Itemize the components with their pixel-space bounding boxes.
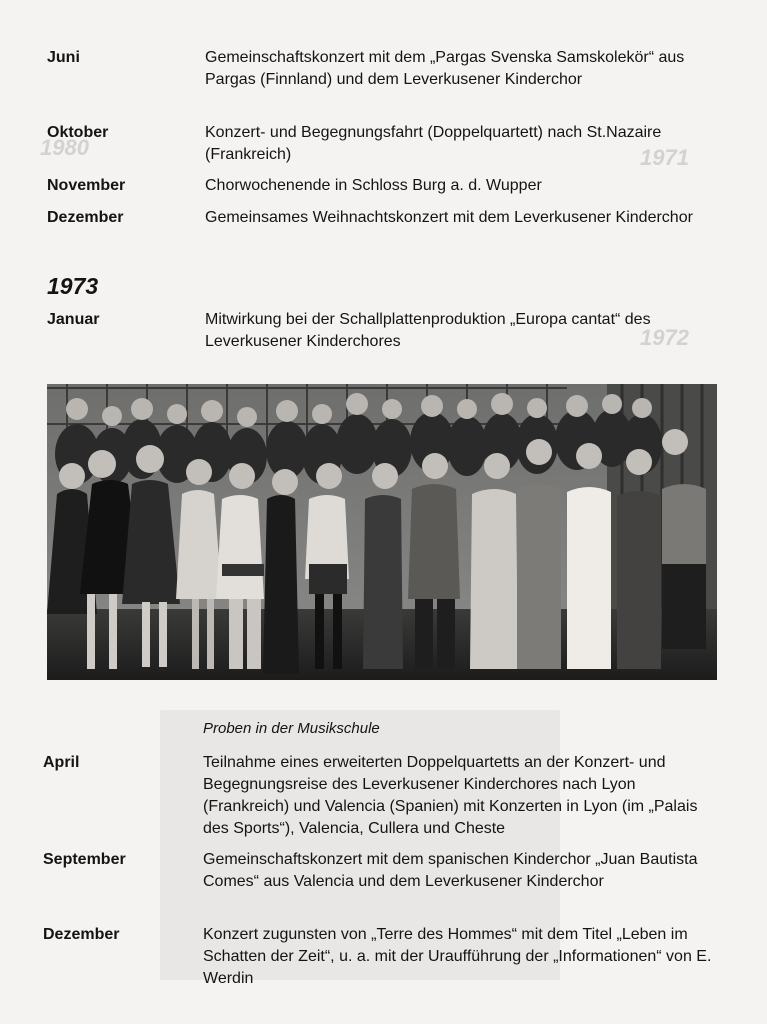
entry-text: Gemeinschaftskonzert mit dem spanischen Kinderchor „Juan Bautista Comes“ aus Valencia und dem Leverkusener Kinderchor [203, 851, 698, 890]
entry-month: April [43, 754, 80, 771]
choir-photograph [47, 384, 717, 680]
entry-month: November [47, 177, 126, 194]
bleed-through-mark: 1972 [640, 325, 689, 350]
entry-text: Konzert- und Begegnungsfahrt (Doppelquartett) nach St.Nazaire (Frankreich) [205, 124, 662, 163]
bleed-through-mark: 1980 [40, 135, 89, 160]
entry-text: Gemeinschaftskonzert mit dem „Pargas Svenska Samskolekör“ aus Pargas (Finnland) und dem Leverkusener Kinderchor [205, 49, 685, 88]
entry-month: Dezember [47, 209, 124, 226]
photo-caption: Proben in der Musikschule [203, 720, 380, 737]
entry-text: Gemeinsames Weihnachtskonzert mit dem Leverkusener Kinderchor [205, 209, 693, 226]
entry-text: Konzert zugunsten von „Terre des Hommes“ mit dem Titel „Leben im Schatten der Zeit“, u. a. mit der Uraufführung der „Informationen“ von E. Werdin [203, 926, 712, 987]
entry-month: Dezember [43, 926, 120, 943]
year-heading: 1973 [47, 273, 99, 299]
entry-month: Juni [47, 49, 80, 66]
entry-month: Oktober [47, 124, 109, 141]
entry-text: Teilnahme eines erweiterten Doppelquartetts an der Konzert- und Begegnungsreise des Leverkusener Kinderchores nach Lyon (Frankreich) und Valencia (Spanien) mit Konzerten in Lyon (im „Palais des Sports“), Valencia, Cullera und Cheste [203, 754, 698, 837]
entry-month: September [43, 851, 126, 868]
entry-text: Mitwirkung bei der Schallplattenproduktion „Europa cantat“ des Leverkusener Kinderchores [205, 311, 651, 350]
entry-text: Chorwochenende in Schloss Burg a. d. Wupper [205, 177, 542, 194]
bleed-through-mark: 1971 [640, 145, 689, 170]
entry-month: Januar [47, 311, 100, 328]
